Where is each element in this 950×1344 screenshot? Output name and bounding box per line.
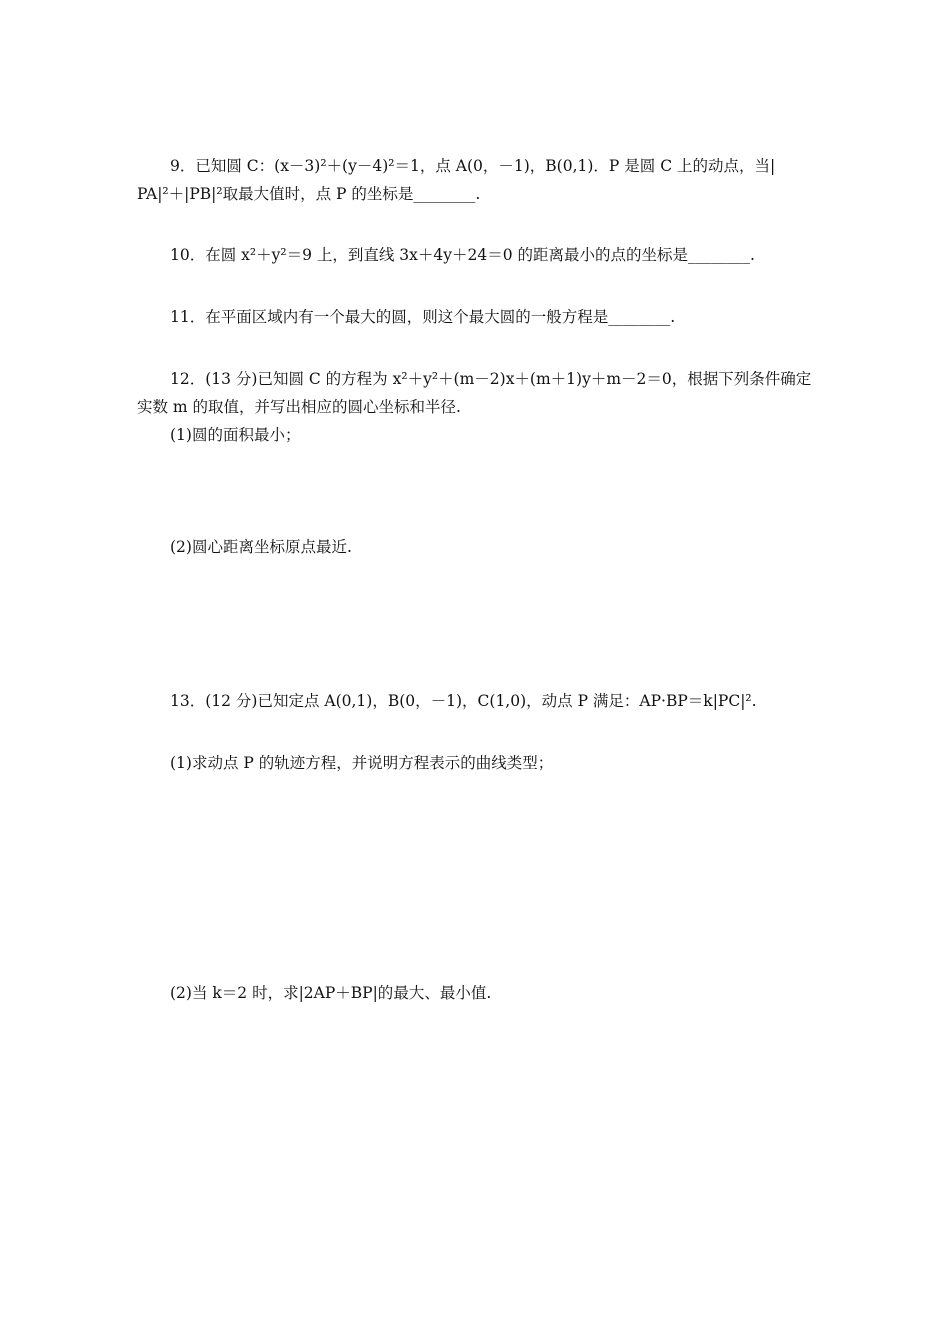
q13-part-2: (2)当 k＝2 时，求|2AP＋BP|的最大、最小值. xyxy=(170,984,492,1002)
q12-line-2: 实数 m 的取值，并写出相应的圆心坐标和半径. xyxy=(137,398,461,416)
q12-part-2: (2)圆心距离坐标原点最近. xyxy=(170,538,352,556)
q12-part-1: (1)圆的面积最小； xyxy=(170,426,301,444)
q13-part-1: (1)求动点 P 的轨迹方程，并说明方程表示的曲线类型； xyxy=(170,754,554,772)
q9-line-1: 9．已知圆 C：(x－3)²＋(y－4)²＝1，点 A(0，－1)，B(0,1)．P 是圆 C 上的动点，当| xyxy=(170,157,776,175)
q11-line-1: 11．在平面区域内有一个最大的圆，则这个最大圆的一般方程是________. xyxy=(170,308,676,326)
q13-line-1: 13．(12 分)已知定点 A(0,1)，B(0，－1)，C(1,0)，动点 P 满足：AP·BP＝k|PC|². xyxy=(170,692,757,710)
q12-line-1: 12．(13 分)已知圆 C 的方程为 x²＋y²＋(m－2)x＋(m＋1)y＋m－2＝0，根据下列条件确定 xyxy=(170,370,812,388)
q10-line-1: 10．在圆 x²＋y²＝9 上，到直线 3x＋4y＋24＝0 的距离最小的点的坐标是________. xyxy=(170,246,755,264)
q9-line-2: PA|²＋|PB|²取最大值时，点 P 的坐标是________. xyxy=(137,185,481,203)
